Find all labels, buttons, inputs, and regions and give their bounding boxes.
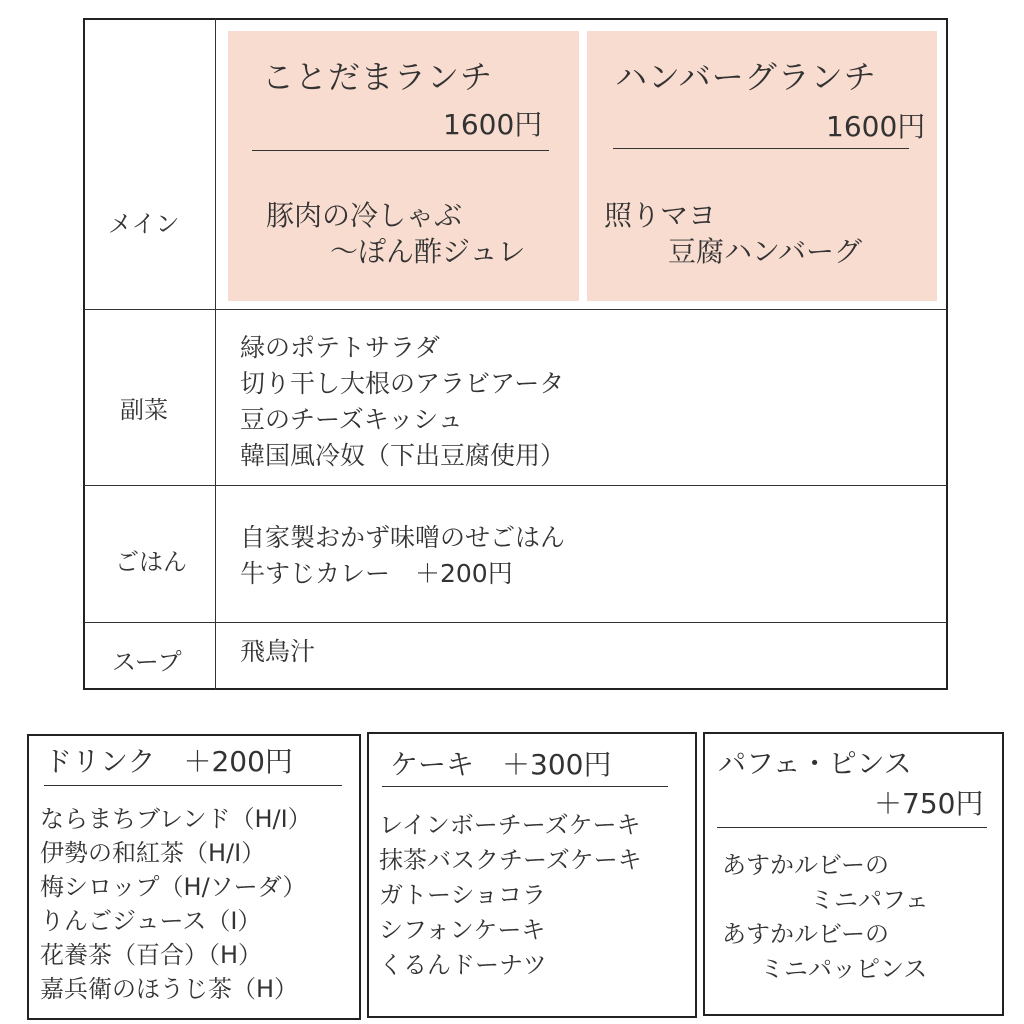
- lunch-name: ハンバーグランチ: [615, 58, 877, 96]
- drink-list: [40, 802, 312, 1006]
- soup-list: [240, 634, 315, 670]
- cake-list: [379, 808, 642, 983]
- rice-label: ごはん: [115, 548, 187, 576]
- list-item: 花養茶（百合）（H）: [40, 941, 263, 969]
- soup-label: スープ: [112, 648, 182, 676]
- list-item: シフォンケーキ: [379, 916, 546, 944]
- side-dish-list: [240, 330, 565, 474]
- list-item: 緑のポテトサラダ: [240, 333, 440, 362]
- lunch-dish-line2: ～ぽん酢ジュレ: [330, 235, 526, 268]
- parfait-divider: [717, 827, 987, 828]
- lunch-divider: [252, 150, 549, 151]
- row-divider-rice: [84, 622, 947, 623]
- list-item: くるんドーナツ: [379, 951, 547, 979]
- list-item: 自家製おかず味噌のせごはん: [240, 523, 566, 552]
- list-item: レインボーチーズケーキ: [379, 811, 641, 839]
- side-label: 副菜: [120, 396, 168, 424]
- lunch-dish-line2: 豆腐ハンバーグ: [668, 235, 863, 268]
- list-item: 嘉兵衛のほうじ茶（H）: [40, 975, 299, 1003]
- cake-title: ケーキ ＋300円: [390, 748, 612, 781]
- list-item: りんごジュース（I）: [40, 907, 262, 935]
- lunch-name: ことだまランチ: [262, 58, 494, 96]
- lunch-price: 1600円: [826, 110, 926, 143]
- list-item: 伊勢の和紅茶（H/I）: [40, 839, 266, 867]
- list-item: 切り干し大根のアラビアータ: [240, 369, 565, 398]
- drink-divider: [44, 785, 342, 786]
- list-item: 豆のチーズキッシュ: [240, 405, 463, 434]
- parfait-item-line2: ミニパッピンス: [760, 955, 928, 983]
- cake-divider: [382, 786, 668, 787]
- lunch-divider: [613, 148, 909, 149]
- parfait-item-line1: あすかルビーの: [722, 851, 890, 879]
- rice-list: [240, 520, 565, 592]
- lunch-dish-line1: 豚肉の冷しゃぶ: [266, 199, 463, 232]
- parfait-price: ＋750円: [874, 787, 984, 820]
- parfait-title: パフェ・ピンス: [718, 747, 912, 780]
- lunch-price: 1600円: [443, 108, 543, 141]
- list-item: 抹茶バスクチーズケーキ: [379, 846, 642, 874]
- list-item: 牛すじカレー ＋200円: [240, 559, 513, 588]
- list-item: 梅シロップ（H/ソーダ）: [40, 873, 307, 901]
- main-label: メイン: [108, 210, 180, 238]
- table-label-divider: [215, 18, 216, 690]
- list-item: ならまちブレンド（H/I）: [40, 805, 312, 833]
- parfait-item-line2: ミニパフェ: [810, 886, 929, 914]
- drink-title: ドリンク ＋200円: [44, 745, 293, 778]
- row-divider-side: [84, 485, 947, 486]
- lunch-dish-line1: 照りマヨ: [604, 199, 717, 232]
- row-divider-main: [84, 309, 947, 310]
- parfait-item-line1: あすかルビーの: [722, 920, 890, 948]
- list-item: ガトーショコラ: [379, 881, 547, 909]
- list-item: 韓国風冷奴（下出豆腐使用）: [240, 441, 566, 470]
- list-item: 飛鳥汁: [240, 637, 316, 666]
